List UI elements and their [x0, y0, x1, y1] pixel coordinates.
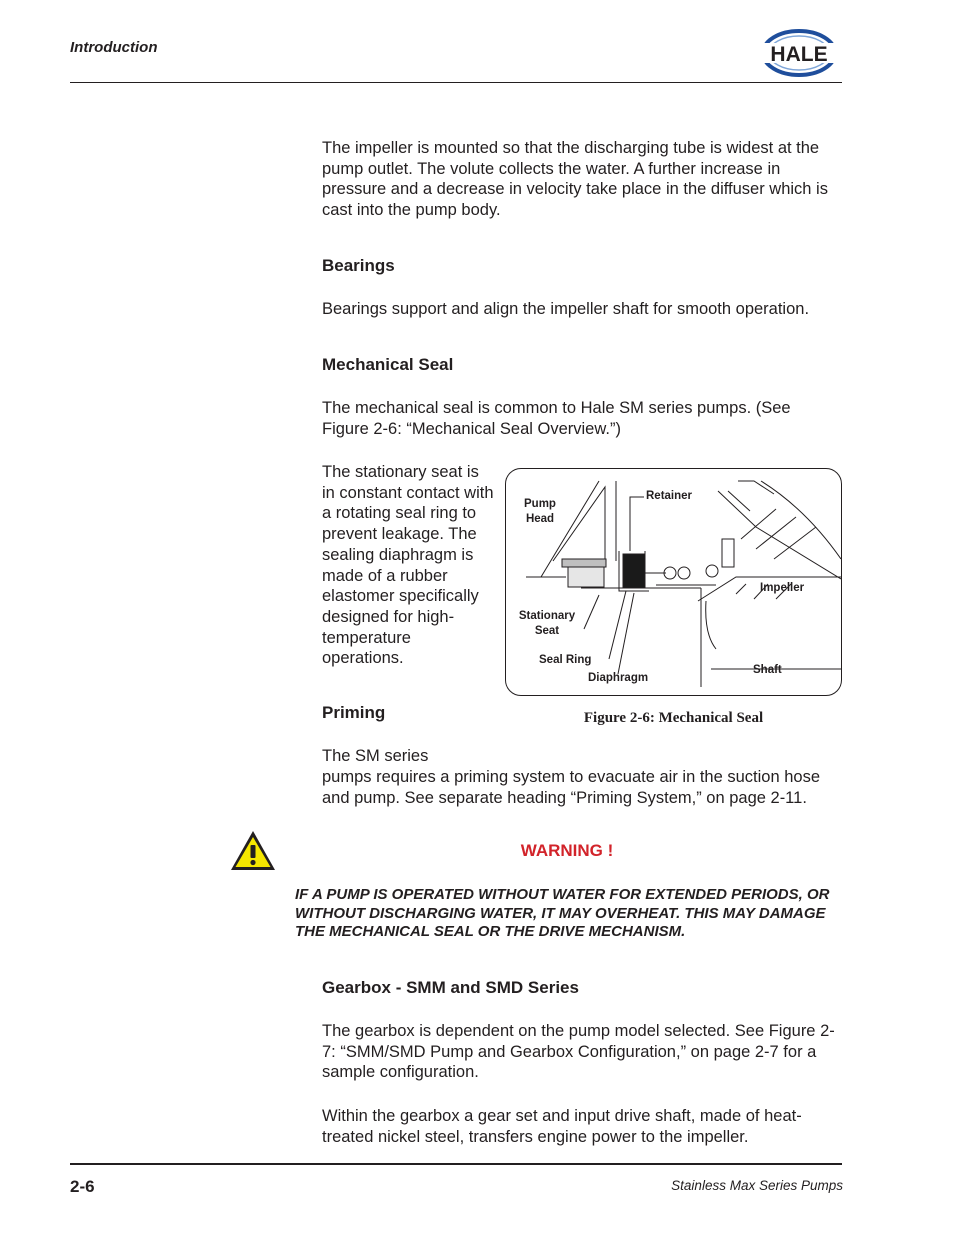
label-impeller: Impeller: [760, 582, 805, 594]
label-retainer: Retainer: [646, 490, 693, 502]
hale-logo: [756, 24, 842, 82]
priming-heading: Priming: [322, 703, 386, 722]
label-pump-head: [516, 497, 564, 527]
mechanical-seal-heading: Mechanical Seal: [322, 355, 454, 374]
running-header-section: Introduction: [70, 39, 158, 56]
header-rule: [70, 82, 842, 83]
page-number: 2-6: [70, 1177, 95, 1196]
warning-text: IF A PUMP IS OPERATED WITHOUT WATER FOR EXTENDED PERIODS, OR WITHOUT DISCHARGING WATER, IT MAY OVERHEAT. THIS MAY DAMAGE THE MECHANICAL SEAL OR THE DRIVE MECHANISM.: [295, 886, 830, 940]
footer-rule: [70, 1163, 842, 1165]
logo-text: HALE: [770, 43, 828, 66]
gearbox-paragraph-1: The gearbox is dependent on the pump model selected. See Figure 2-7: “SMM/SMD Pump and Gearbox Configuration,” on page 2-7 for a sample configuration.: [322, 1022, 835, 1082]
label-stationary-seat-line-2: Seat: [534, 625, 560, 637]
priming-paragraph-start: The SM series: [322, 747, 429, 765]
gearbox-heading: Gearbox - SMM and SMD Series: [322, 978, 579, 997]
warning-triangle-icon: [229, 829, 277, 873]
hale-logo-icon: [756, 24, 842, 82]
priming-paragraph: pumps requires a priming system to evacuate air in the suction hose and pump. See separate heading “Priming System,” on page 2-11.: [322, 768, 820, 807]
gearbox-paragraph-2: Within the gearbox a gear set and input drive shaft, made of heat-treated nickel steel, transfers engine power to the impeller.: [322, 1107, 802, 1146]
figure-caption: Figure 2-6: Mechanical Seal: [583, 710, 764, 726]
warning-title: WARNING !: [520, 841, 614, 860]
label-stationary-seat: [514, 609, 580, 639]
label-diaphragm: Diaphragm: [588, 672, 649, 684]
mechanical-seal-paragraph-1: The mechanical seal is common to Hale SM series pumps. (See Figure 2-6: “Mechanical Seal Overview.”): [322, 399, 791, 438]
intro-paragraph: The impeller is mounted so that the discharging tube is widest at the pump outlet. The volute collects the water. A further increase in pressure and a decrease in velocity take place in the diffuser which is cast into the pump body.: [322, 139, 828, 220]
mechanical-seal-figure: [505, 468, 842, 696]
label-pump-head-line-2: Head: [525, 513, 555, 525]
mechanical-seal-paragraph-2: The stationary seat is in constant contact with a rotating seal ring to prevent leakage. The sealing diaphragm is made of a rubber elastomer specifically designed for high-temperature operations.: [322, 463, 494, 668]
bearings-paragraph: Bearings support and align the impeller shaft for smooth operation.: [322, 300, 810, 318]
label-stationary-seat-line-1: Stationary: [518, 610, 576, 622]
label-pump-head-line-1: Pump: [524, 498, 556, 510]
bearings-heading: Bearings: [322, 256, 395, 275]
label-shaft: Shaft: [753, 664, 782, 676]
label-seal-ring: Seal Ring: [539, 654, 592, 666]
footer-document-title: Stainless Max Series Pumps: [671, 1178, 843, 1193]
